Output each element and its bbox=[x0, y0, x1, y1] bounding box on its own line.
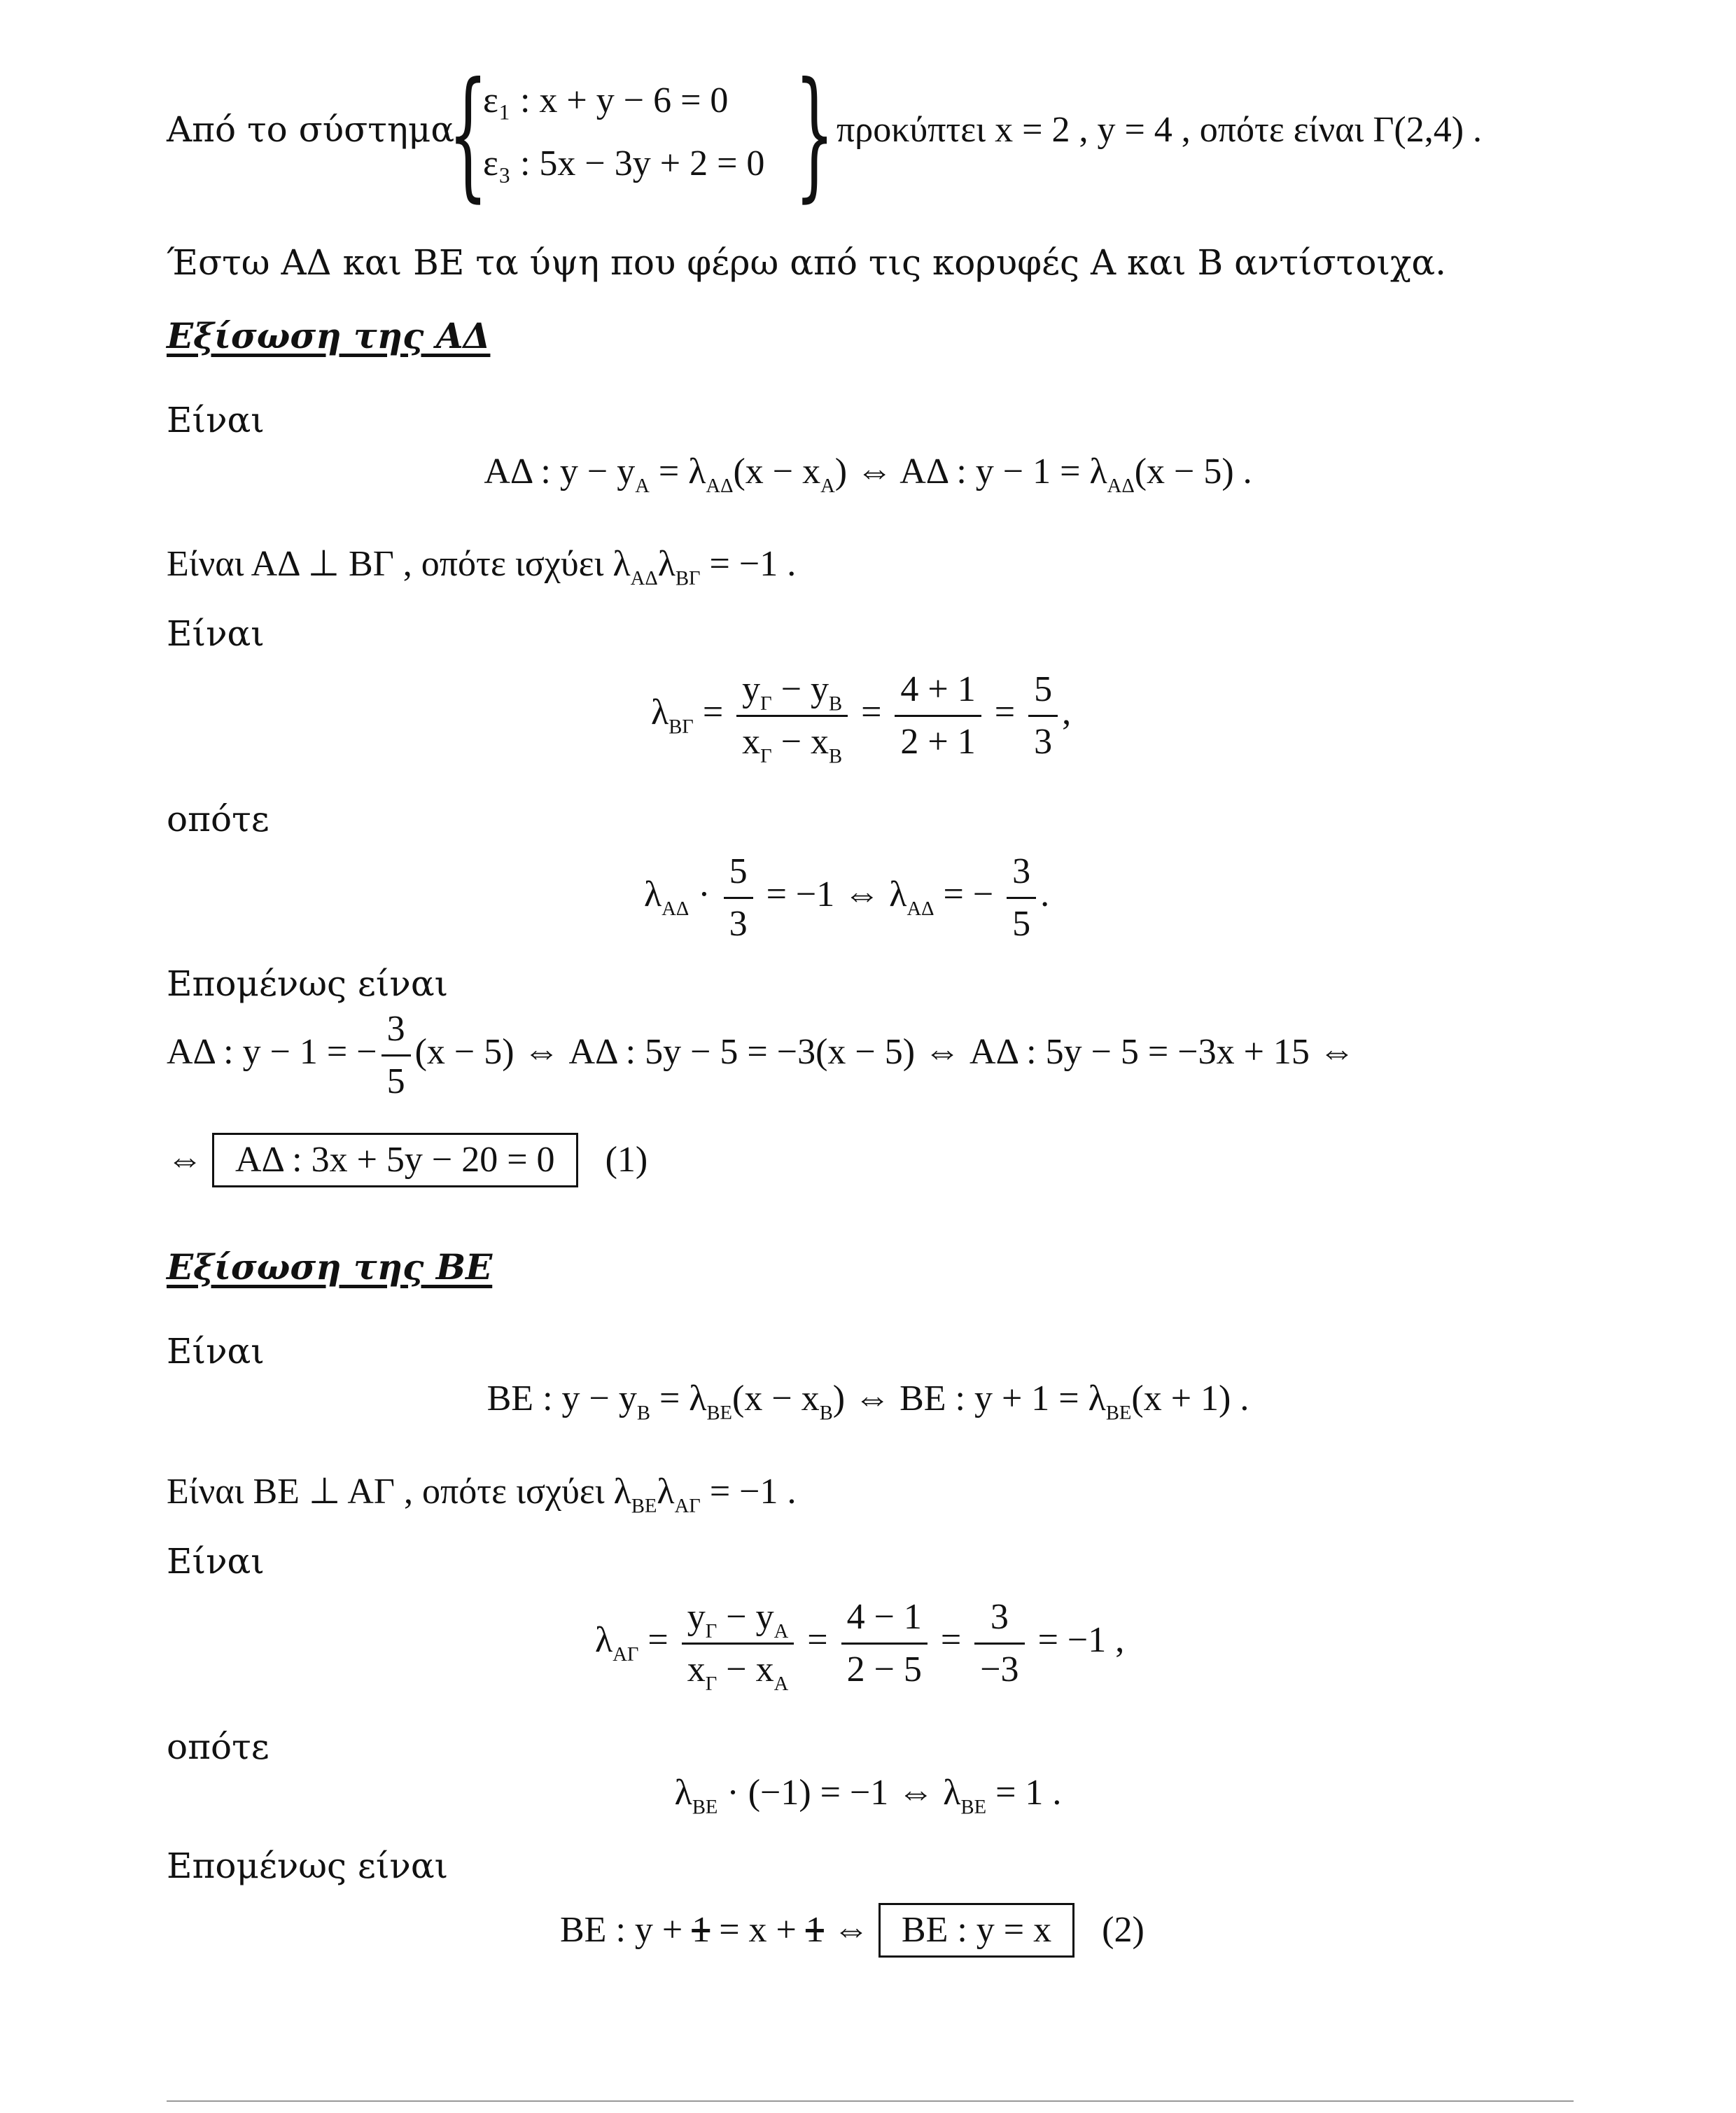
BE-perp-condition: Είναι ΒΕ ⊥ ΑΓ , οπότε ισχύει $\lambda_{BE}\lambda_{A\Gamma} = -1$ . bbox=[167, 1472, 797, 1517]
system-eq2: ε₃ : 5x − 3y + 2 = 0 bbox=[483, 144, 765, 183]
equation-label: (1) bbox=[605, 1140, 648, 1180]
fraction: $\frac{y_\Gamma - y_B}{x_\Gamma - x_B}$ bbox=[736, 669, 848, 763]
fraction: $\frac{3}{-3}$ bbox=[974, 1596, 1024, 1691]
footer-rule bbox=[167, 2100, 1574, 2102]
system-prefix: Από το σύστημα bbox=[167, 109, 455, 150]
BE-line-equation: ΒΕ : $y - y_B = \lambda_{BE}(x - x_B)$ ⇔ ΒΕ : $y + 1 = \lambda_{BE}(x + 1)$ . bbox=[486, 1379, 1250, 1424]
text-ofote: οπότε bbox=[167, 799, 270, 839]
fraction: $\frac{5}{3}$ bbox=[1028, 669, 1058, 763]
text-epomenos: Επομένως είναι bbox=[167, 963, 449, 1004]
text-einai: Είναι bbox=[167, 1331, 265, 1372]
fraction: $\frac{3}{5}$ bbox=[382, 1008, 411, 1103]
right-brace: } bbox=[794, 53, 835, 216]
BE-slope-result: $\lambda_{BE} \cdot (-1) = -1$ ⇔ $\lambda_{BE} = 1$ . bbox=[674, 1773, 1062, 1818]
fraction: $\frac{5}{3}$ bbox=[724, 851, 753, 945]
text-einai: Είναι bbox=[167, 613, 265, 654]
result-box: ΑΔ : 3x + 5y − 20 = 0 bbox=[212, 1133, 578, 1187]
slope-AG-equation: $\lambda_{A\Gamma}$ = $\frac{y_\Gamma - y_A}{x_\Gamma - x_A}$ = $\frac{4 - 1}{2 - 5}$ = $\frac{3}{-3}$ = −1 , bbox=[595, 1597, 1125, 1695]
result-box: ΒΕ : y = x bbox=[878, 1903, 1074, 1958]
text-einai: Είναι bbox=[167, 1541, 265, 1582]
system-eq1: ε₁ : x + y − 6 = 0 bbox=[483, 81, 729, 120]
text-epomenos: Επομένως είναι bbox=[167, 1846, 449, 1886]
fraction: $\frac{4 - 1}{2 - 5}$ bbox=[841, 1596, 927, 1691]
AD-boxed-result: ⇔ ΑΔ : 3x + 5y − 20 = 0 (1) bbox=[167, 1133, 648, 1187]
fraction: $\frac{y_\Gamma - y_A}{x_\Gamma - x_A}$ bbox=[682, 1596, 794, 1691]
slope-BG-equation: $\lambda_{B\Gamma}$ = $\frac{y_\Gamma - y_B}{x_\Gamma - x_B}$ = $\frac{4 + 1}{2 + 1}$ = $\frac{5}{3}$ , bbox=[651, 669, 1072, 767]
AD-line-equation: ΑΔ : $y - y_A = \lambda_{A\Delta}(x - x_A)$ ⇔ ΑΔ : $y - 1 = \lambda_{A\Delta}(x - 5)$ . bbox=[484, 452, 1252, 497]
AD-perp-condition: Είναι ΑΔ ⊥ ΒΓ , οπότε ισχύει $\lambda_{A\Delta}\lambda_{B\Gamma} = -1$ . bbox=[167, 544, 797, 590]
system-suffix: προκύπτει x = 2 , y = 4 , οπότε είναι Γ(2,4) . bbox=[836, 110, 1483, 150]
text-ofote: οπότε bbox=[167, 1727, 270, 1767]
equation-label: (2) bbox=[1102, 1910, 1144, 1950]
heading-AD: Εξίσωση της ΑΔ bbox=[167, 315, 491, 356]
fraction: $\frac{3}{5}$ bbox=[1007, 851, 1036, 945]
AD-slope-result: $\lambda_{A\Delta}$ · $\frac{5}{3}$ = −1 ⇔ $\lambda_{A\Delta}$ = − $\frac{3}{5}$ . bbox=[644, 851, 1050, 944]
text-einai: Είναι bbox=[167, 400, 265, 440]
left-brace: { bbox=[448, 53, 489, 216]
AD-final-derivation: ΑΔ : y − 1 = − $\frac{3}{5}$ (x − 5) ⇔ ΑΔ : 5y − 5 = −3(x − 5) ⇔ ΑΔ : 5y − 5 = −3x + 15 ⇔ bbox=[167, 1009, 1355, 1101]
fraction: $\frac{4 + 1}{2 + 1}$ bbox=[895, 669, 981, 763]
intro-text: Έστω ΑΔ και ΒΕ τα ύψη που φέρω από τις κορυφές Α και Β αντίστοιχα. bbox=[167, 242, 1446, 283]
heading-BE: Εξίσωση της ΒΕ bbox=[167, 1246, 493, 1288]
BE-boxed-result: ΒΕ : y + 1 = x + 1 ⇔ ΒΕ : y = x (2) bbox=[560, 1903, 1144, 1958]
